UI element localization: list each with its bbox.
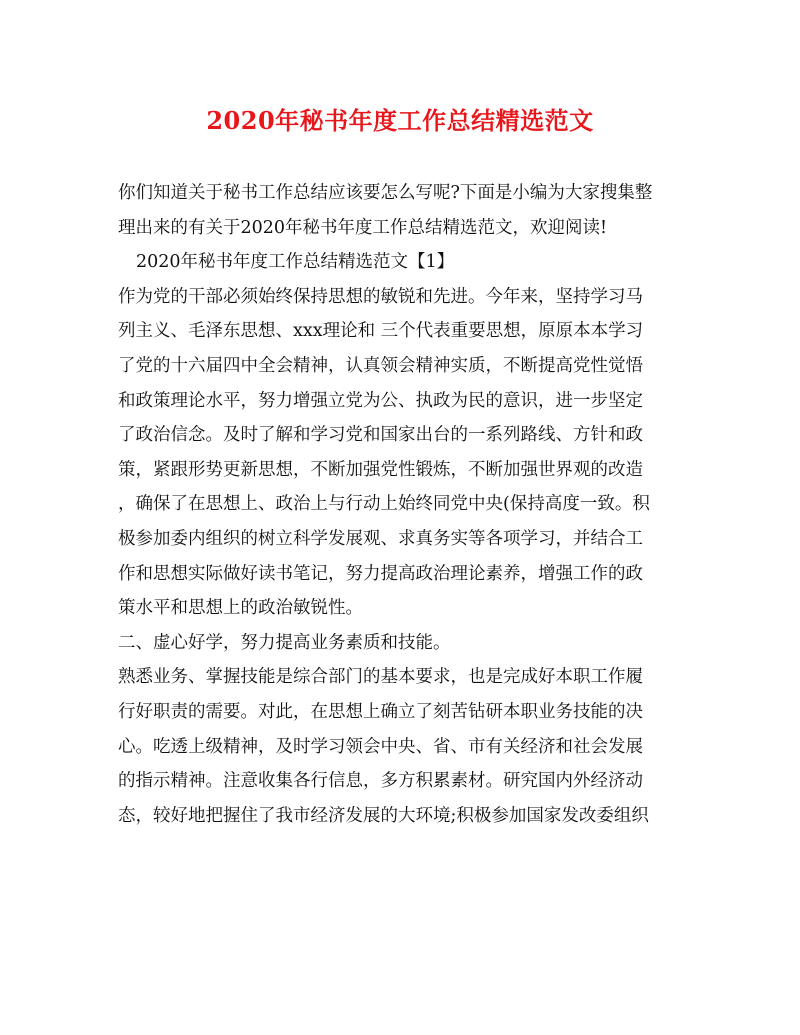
body-line: ，确保了在思想上、政治上与行动上始终同党中央(保持高度一致。积 (118, 494, 650, 515)
body-line: 策水平和思想上的政治敏锐性。 (118, 598, 363, 619)
document-body (118, 176, 688, 833)
body-line: 作为党的干部必须始终保持思想的敏锐和先进。今年来，坚持学习马 (118, 286, 643, 307)
body-line: 列主义、毛泽东思想、xxx理论和 三个代表重要思想，原原本本学习 (118, 321, 644, 342)
body-line: 你们知道关于秘书工作总结应该要怎么写呢?下面是小编为大家搜集整 (118, 183, 653, 203)
body-line: 策，紧跟形势更新思想，不断加强党性锻炼，不断加强世界观的改造 (118, 459, 643, 480)
body-line: 态，较好地把握住了我市经济发展的大环境;积极参加国家发改委组织 (118, 805, 649, 826)
body-line: 极参加委内组织的树立科学发展观、求真务实等各项学习，并结合工 (118, 528, 643, 549)
body-line: 了政治信念。及时了解和学习党和国家出台的一系列路线、方针和政 (118, 425, 643, 446)
subheading: 二、虚心好学，努力提高业务素质和技能。 (118, 632, 451, 653)
body-line: 和政策理论水平，努力增强立党为公、执政为民的意识，进一步坚定 (118, 390, 643, 411)
document-title: 2020年秘书年度工作总结精选范文 (206, 106, 594, 135)
body-line: 的指示精神。注意收集各行信息，多方积累素材。研究国内外经济动 (118, 771, 643, 792)
body-line: 心。吃透上级精神，及时学习领会中央、省、市有关经济和社会发展 (118, 736, 643, 757)
body-line: 行好职责的需要。对此，在思想上确立了刻苦钻研本职业务技能的决 (118, 701, 643, 722)
section-heading: 2020年秘书年度工作总结精选范文【1】 (136, 252, 455, 273)
body-line: 熟悉业务、掌握技能是综合部门的基本要求，也是完成好本职工作履 (118, 667, 643, 688)
body-line: 理出来的有关于2020年秘书年度工作总结精选范文，欢迎阅读! (118, 217, 608, 238)
body-line: 作和思想实际做好读书笔记，努力提高政治理论素养，增强工作的政 (118, 563, 643, 584)
body-line: 了党的十六届四中全会精神，认真领会精神实质，不断提高党性觉悟 (118, 355, 643, 376)
